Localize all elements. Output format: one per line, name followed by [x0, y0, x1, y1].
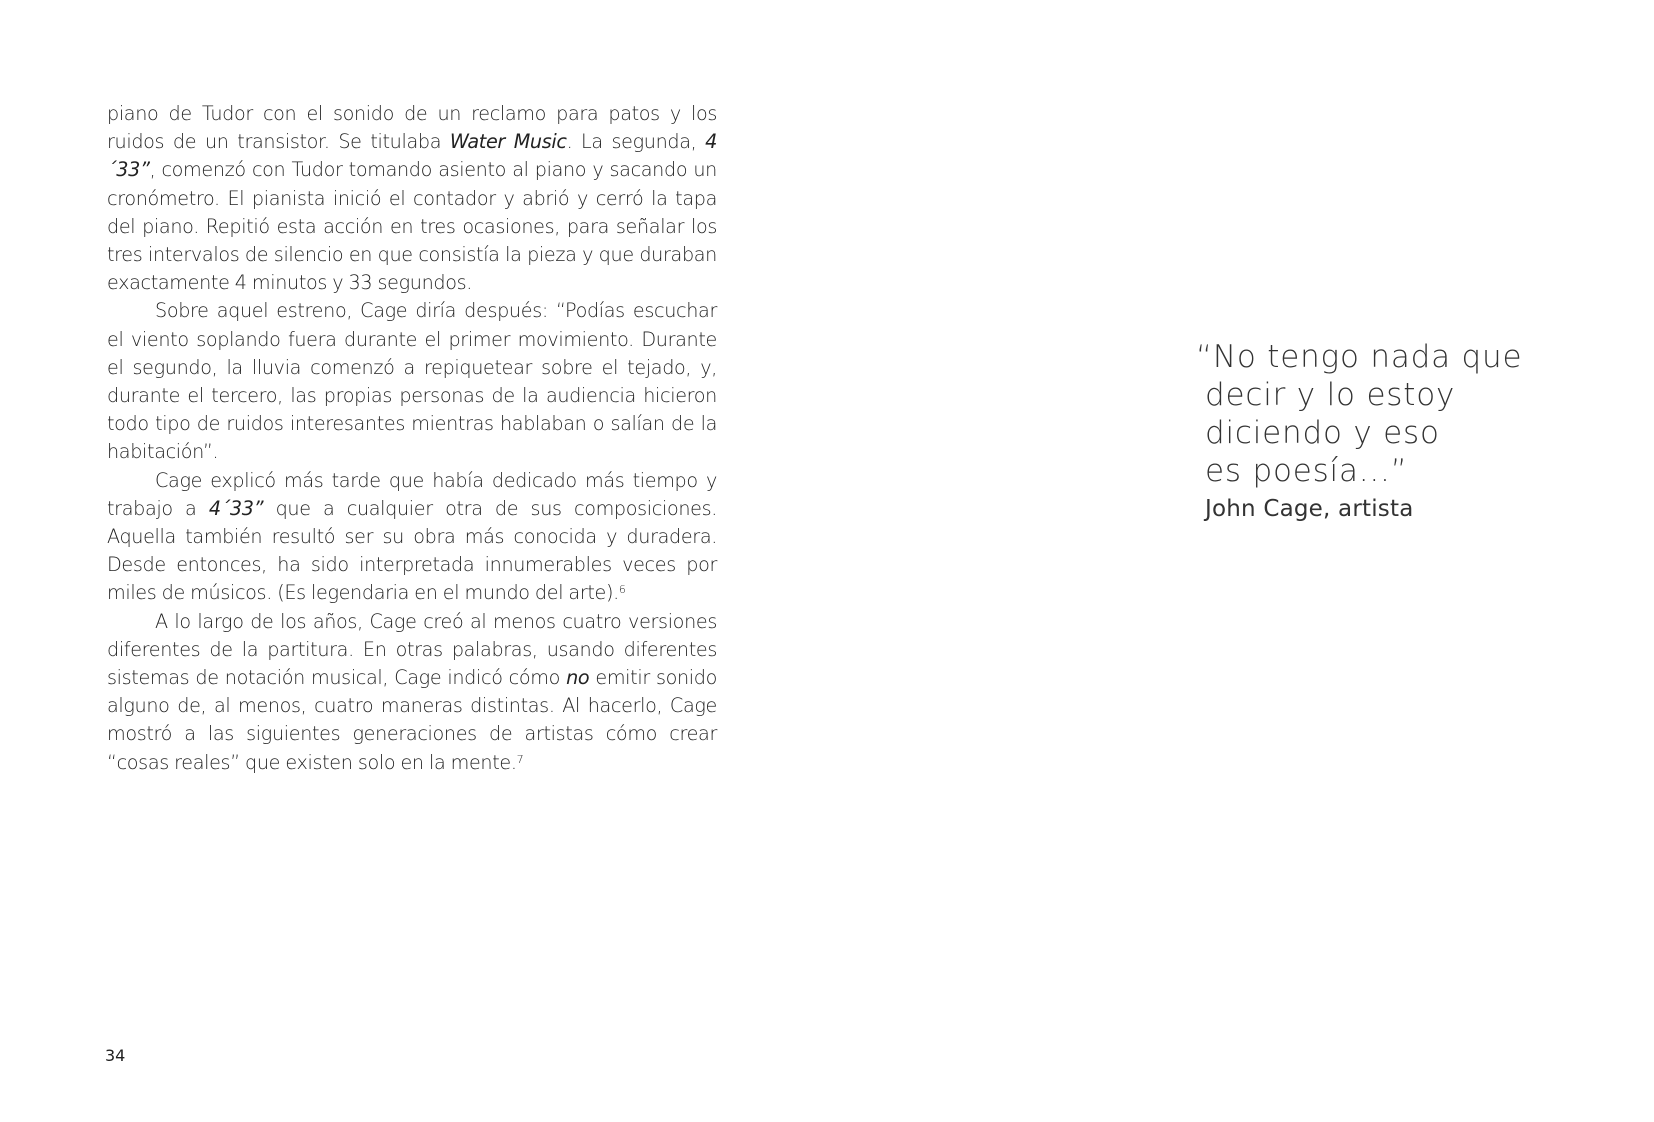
text-span: emitir sonido alguno de, al menos, cuatro maneras distintas. Al hacerlo, Cage mostró a las siguientes generaciones de artistas cómo crear “cosas reales” que existen solo en la mente.: [107, 666, 717, 774]
work-title: 4´33”: [107, 130, 717, 182]
work-title: Water Music: [449, 130, 567, 154]
text-span: A lo largo de los años, Cage creó al menos cuatro versiones diferentes de la partitura. En otras palabras, usando diferentes sistemas de notación musical, Cage indicó cómo: [107, 609, 717, 690]
left-page-text: [107, 100, 717, 777]
text-span: que a cualquier otra de sus composiciones. Aquella también resultó ser su obra más conocida y duradera. Desde entonces, ha sido interpretada innumerables veces por miles de músicos. (Es legendaria en el mundo del arte).: [107, 496, 717, 605]
quote-line: diciendo y eso: [1205, 415, 1440, 451]
work-title: 4´33”: [208, 496, 264, 520]
quote-line: decir y lo estoy: [1205, 377, 1456, 413]
quote-author: John Cage, artista: [1205, 496, 1414, 522]
paragraph-1: [107, 100, 717, 297]
pull-quote: [1196, 338, 1625, 524]
text-span: , comenzó con Tudor tomando asiento al piano y sacando un cronómetro. El pianista inició el contador y abrió y cerró la tapa del piano. Repitió esta acción en tres ocasiones, para señalar los tres intervalos de silencio en que consistía la pieza y que duraban exactamente 4 minutos y 33 segundos.: [107, 158, 717, 295]
quote-line: es poesía...”: [1205, 453, 1408, 489]
text-span: piano de Tudor con el sonido de un reclamo para patos y los ruidos de un transistor. Se titulaba: [107, 102, 717, 154]
footnote-marker: 7: [516, 752, 524, 766]
paragraph-2: [107, 297, 717, 466]
text-span: . La segunda,: [566, 130, 706, 154]
paragraph-3: [107, 467, 717, 608]
emphasis: no: [566, 666, 590, 690]
text-span: Sobre aquel estreno, Cage diría después: “Podías escuchar el viento soplando fuera durante el primer movimiento. Durante el segundo, la lluvia comenzó a repiquetear sobre el tejado, y, durante el tercero, las propias personas de la audiencia hicieron todo tipo de ruidos interesantes mientras hablaban o salían de la habitación”.: [107, 299, 717, 464]
text-span: Cage explicó más tarde que había dedicado más tiempo y trabajo a: [107, 468, 717, 520]
paragraph-4: [107, 608, 717, 777]
page-number: 34: [105, 1046, 126, 1065]
quote-line: “No tengo nada que: [1196, 339, 1523, 375]
footnote-marker: 6: [618, 583, 626, 597]
